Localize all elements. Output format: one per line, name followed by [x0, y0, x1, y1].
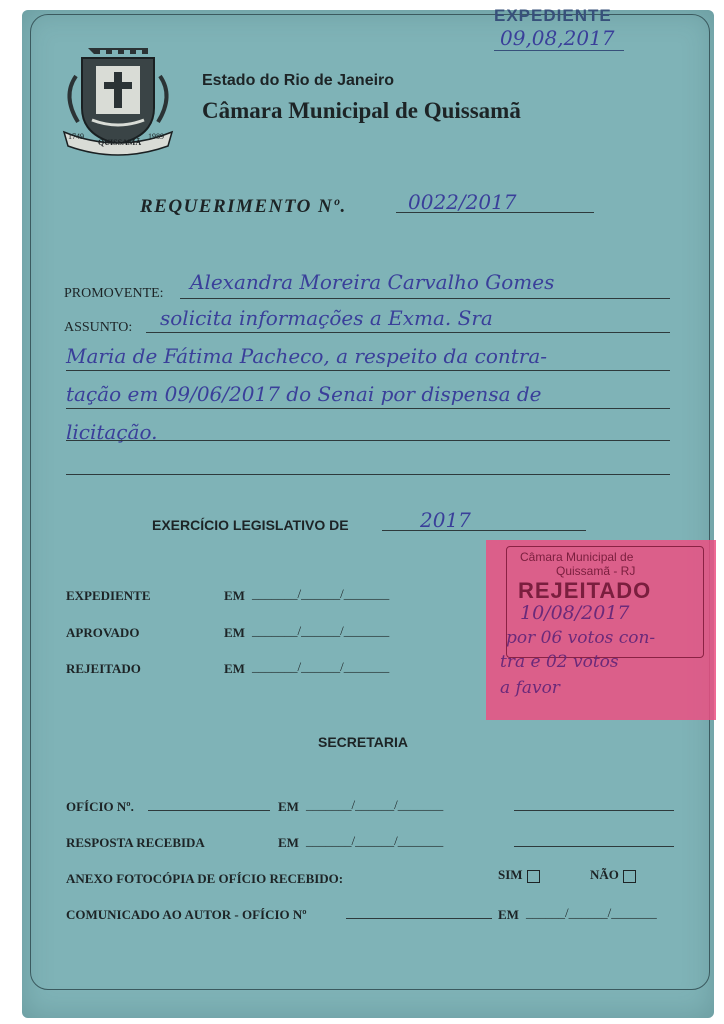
oficio-line [148, 810, 270, 811]
oficio-label: OFÍCIO Nº. [66, 799, 134, 814]
nao-checkbox[interactable] [623, 870, 636, 883]
requerimento-number: 0022/2017 [408, 190, 517, 214]
sim-checkbox[interactable] [527, 870, 540, 883]
stamp-chamber: Câmara Municipal de [520, 550, 634, 564]
exercicio-value: 2017 [420, 508, 471, 532]
expediente-stamp-date: 09,08,2017 [500, 26, 615, 50]
stamp-note-2: tra e 02 votos [500, 652, 619, 672]
comunicado-em: EM [498, 907, 519, 922]
status-aprovado-em: EM [224, 625, 245, 640]
assunto-rule-1 [146, 332, 670, 333]
comunicado-date: ______/______/_______ [526, 905, 657, 920]
assunto-rule-5 [66, 474, 670, 475]
assunto-rule-3 [66, 408, 670, 409]
header-chamber: Câmara Municipal de Quissamã [202, 98, 521, 123]
status-expediente-em: EM [224, 588, 245, 603]
stamp-status: REJEITADO [518, 578, 652, 603]
requerimento-line [396, 212, 594, 213]
comunicado-line [346, 918, 492, 919]
oficio-date: _______/______/_______ [306, 797, 444, 812]
promovente-label: PROMOVENTE: [64, 286, 164, 301]
oficio-extra-line [514, 810, 674, 811]
status-aprovado-label: APROVADO [66, 625, 140, 640]
resposta-extra-line [514, 846, 674, 847]
assunto-line-3: tação em 09/06/2017 do Senai por dispensa de [66, 382, 542, 406]
crest-name: QUISSAMÃ [98, 138, 142, 147]
secretaria-title: SECRETARIA [318, 734, 408, 750]
comunicado-label: COMUNICADO AO AUTOR - OFÍCIO Nº [66, 907, 307, 922]
municipal-crest [58, 36, 178, 158]
promovente-line [180, 298, 670, 299]
exercicio-line [382, 530, 586, 531]
sim-option [498, 867, 540, 883]
stamp-note-1: por 06 votos con- [506, 628, 656, 648]
status-expediente-label: EXPEDIENTE [66, 588, 151, 603]
status-rejeitado-em: EM [224, 661, 245, 676]
crest-year-left: 1749 [68, 132, 84, 141]
resposta-em: EM [278, 835, 299, 850]
assunto-rule-4 [66, 440, 670, 441]
resposta-label: RESPOSTA RECEBIDA [66, 835, 205, 850]
crest-year-right: 1989 [148, 132, 164, 141]
stamp-city: Quissamã - RJ [556, 564, 636, 578]
assunto-rule-2 [66, 370, 670, 371]
header-state: Estado do Rio de Janeiro [202, 72, 395, 89]
stamp-note-3: a favor [500, 678, 560, 698]
stamp-date: 10/08/2017 [520, 602, 630, 624]
promovente-value: Alexandra Moreira Carvalho Gomes [190, 270, 555, 294]
requerimento-label: REQUERIMENTO Nº. [140, 196, 347, 217]
status-expediente-date: _______/______/_______ [252, 586, 390, 601]
sim-label: SIM [498, 867, 523, 882]
rejeitado-stamp [486, 540, 716, 720]
exercicio-label: EXERCÍCIO LEGISLATIVO DE [152, 517, 349, 533]
assunto-line-4: licitação. [66, 420, 158, 444]
oficio-em: EM [278, 799, 299, 814]
assunto-line-1: solicita informações a Exma. Sra [160, 306, 493, 330]
expediente-stamp-label: EXPEDIENTE [494, 6, 612, 25]
expediente-stamp [494, 6, 634, 51]
status-rejeitado-label: REJEITADO [66, 661, 141, 676]
resposta-date: _______/______/_______ [306, 833, 444, 848]
nao-option [590, 867, 636, 883]
assunto-line-2: Maria de Fátima Pacheco, a respeito da contra- [66, 344, 548, 368]
nao-label: NÃO [590, 867, 619, 882]
status-aprovado-date: _______/______/_______ [252, 623, 390, 638]
anexo-label: ANEXO FOTOCÓPIA DE OFÍCIO RECEBIDO: [66, 871, 344, 886]
status-rejeitado-date: _______/______/_______ [252, 659, 390, 674]
assunto-label: ASSUNTO: [64, 320, 133, 335]
